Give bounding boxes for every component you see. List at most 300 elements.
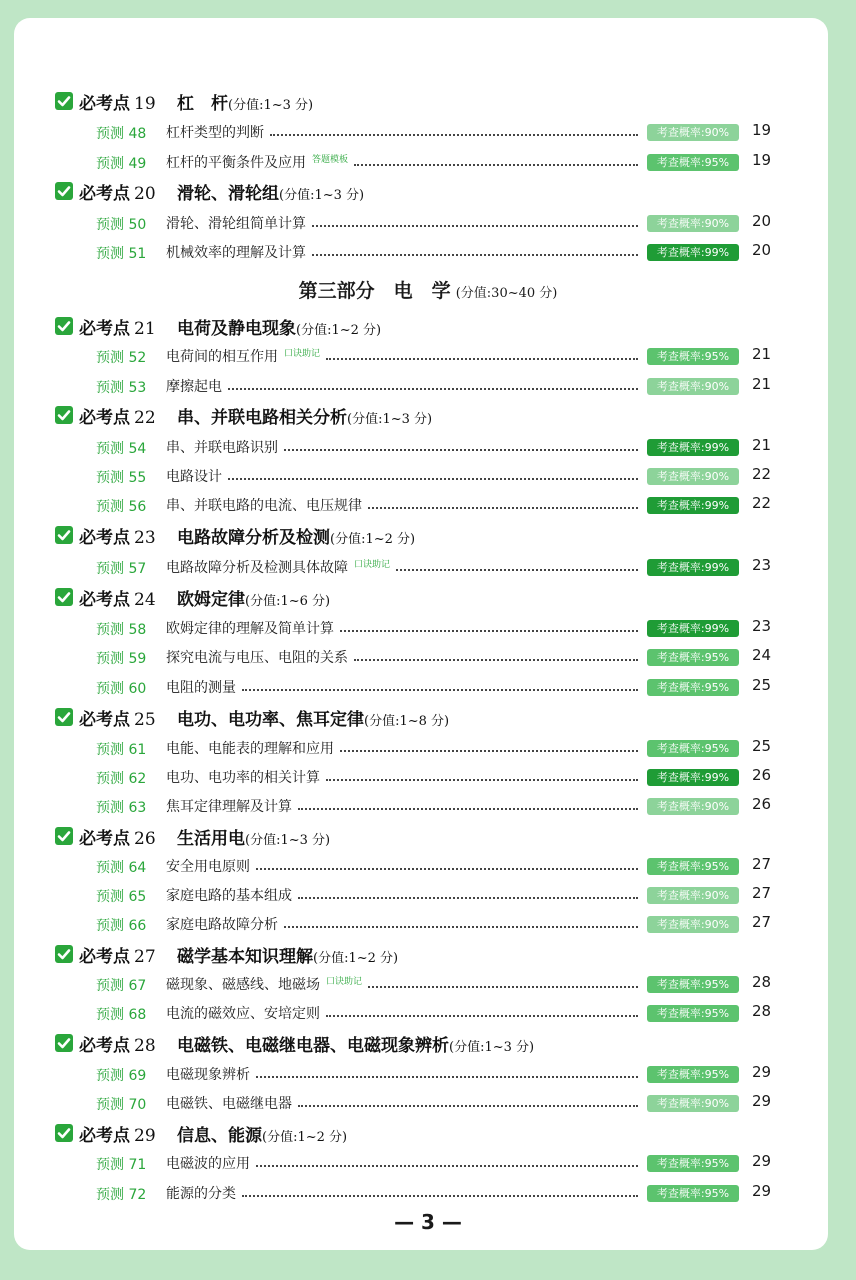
checkbox-icon <box>55 1034 73 1052</box>
key-point-row <box>0 582 856 612</box>
leader-dots <box>312 225 638 227</box>
key-point-score: (分值:1~3 分) <box>347 412 433 427</box>
prediction-title <box>166 466 222 486</box>
leader-dots <box>256 868 638 870</box>
probability-badge <box>647 798 739 815</box>
prediction-tag: 口诀助记 <box>284 349 321 359</box>
prediction-title-text: 欧姆定律的理解及简单计算 <box>166 621 334 637</box>
page-ref: 19 <box>752 151 772 169</box>
prediction-row[interactable] <box>0 147 856 177</box>
probability-badge <box>647 679 739 696</box>
prediction-title-text: 电能、电能表的理解和应用 <box>166 741 334 757</box>
prediction-row[interactable] <box>0 432 856 462</box>
prediction-label: 预测 60 <box>96 681 147 697</box>
leader-dots <box>368 986 638 988</box>
key-point-title-text: 滑轮、滑轮组 <box>177 184 279 204</box>
prediction-title <box>166 213 306 233</box>
probability-label: 考查概率: <box>656 470 705 483</box>
key-point-score: (分值:1~2 分) <box>296 323 382 338</box>
probability-label: 考查概率: <box>656 800 705 813</box>
probability-badge <box>647 1066 739 1083</box>
page-ref: 22 <box>752 465 772 483</box>
probability-label: 考查概率: <box>656 441 705 454</box>
probability-label: 考查概率: <box>656 742 705 755</box>
key-point-number: 24 <box>134 590 156 610</box>
key-point-label <box>79 942 156 967</box>
prediction-title <box>166 1093 292 1113</box>
checkbox-icon <box>55 526 73 544</box>
key-point-row <box>0 400 856 430</box>
leader-dots <box>256 1165 638 1167</box>
probability-label: 考查概率: <box>656 126 705 139</box>
prediction-title-text: 电功、电功率的相关计算 <box>166 770 320 786</box>
key-point-title <box>177 179 364 204</box>
key-point-title <box>177 585 330 610</box>
key-point-label <box>79 1031 156 1056</box>
probability-badge <box>647 348 739 365</box>
key-point-title-text: 串、并联电路相关分析 <box>177 408 347 428</box>
leader-dots <box>340 750 638 752</box>
part-score: (分值:30~40 分) <box>455 286 558 301</box>
probability-value: 99% <box>704 441 730 454</box>
prediction-row[interactable] <box>0 672 856 702</box>
probability-label: 考查概率: <box>656 889 705 902</box>
key-point-title-text: 杠 杆 <box>177 94 228 114</box>
prediction-tag: 答题模板 <box>312 155 349 165</box>
prediction-label: 预测 69 <box>96 1068 147 1084</box>
probability-label: 考查概率: <box>656 1007 705 1020</box>
prediction-title <box>166 346 320 366</box>
key-point-title <box>177 942 398 967</box>
leader-dots <box>326 1015 638 1017</box>
prediction-row[interactable] <box>0 552 856 582</box>
key-point-label <box>79 705 156 730</box>
probability-label: 考查概率: <box>656 681 705 694</box>
prediction-row[interactable] <box>0 1088 856 1118</box>
key-point-score: (分值:1~3 分) <box>245 833 331 848</box>
checkbox-icon <box>55 945 73 963</box>
key-point-row <box>0 1028 856 1058</box>
key-point-title <box>177 403 432 428</box>
prediction-row[interactable] <box>0 1148 856 1178</box>
prediction-title <box>166 1003 320 1023</box>
key-point-label-text: 必考点 <box>79 829 130 849</box>
prediction-label: 预测 63 <box>96 800 147 816</box>
probability-badge <box>647 649 739 666</box>
prediction-title-text: 机械效率的理解及计算 <box>166 245 306 261</box>
key-point-score: (分值:1~3 分) <box>449 1040 535 1055</box>
leader-dots <box>298 808 638 810</box>
prediction-title-text: 电流的磁效应、安培定则 <box>166 1006 320 1022</box>
prediction-tag: 口诀助记 <box>354 560 391 570</box>
probability-label: 考查概率: <box>656 561 705 574</box>
page-ref: 23 <box>752 556 772 574</box>
prediction-label: 预测 49 <box>96 156 147 172</box>
leader-dots <box>340 630 638 632</box>
probability-value: 95% <box>704 1007 730 1020</box>
prediction-title-text: 探究电流与电压、电阻的关系 <box>166 650 348 666</box>
prediction-row[interactable] <box>0 208 856 238</box>
page-ref: 25 <box>752 676 772 694</box>
probability-badge <box>647 468 739 485</box>
probability-badge <box>647 559 739 576</box>
leader-dots <box>326 358 638 360</box>
key-point-title-text: 电功、电功率、焦耳定律 <box>177 710 364 730</box>
probability-badge <box>647 439 739 456</box>
prediction-row[interactable] <box>0 461 856 491</box>
page-ref: 20 <box>752 241 772 259</box>
probability-label: 考查概率: <box>656 771 705 784</box>
prediction-row[interactable] <box>0 371 856 401</box>
leader-dots <box>228 478 638 480</box>
key-point-label <box>79 89 156 114</box>
prediction-row[interactable] <box>0 490 856 520</box>
prediction-row[interactable] <box>0 998 856 1028</box>
key-point-title-text: 电磁铁、电磁继电器、电磁现象辨析 <box>177 1036 449 1056</box>
prediction-title <box>166 122 264 142</box>
key-point-label <box>79 585 156 610</box>
checkbox-icon <box>55 827 73 845</box>
probability-badge <box>647 740 739 757</box>
probability-badge <box>647 976 739 993</box>
prediction-label: 预测 61 <box>96 742 147 758</box>
prediction-label: 预测 54 <box>96 441 147 457</box>
key-point-label-text: 必考点 <box>79 947 130 967</box>
prediction-label: 预测 51 <box>96 246 147 262</box>
checkbox-icon <box>55 708 73 726</box>
prediction-title-text: 磁现象、磁感线、地磁场 <box>166 977 320 993</box>
page-ref: 20 <box>752 212 772 230</box>
key-point-number: 25 <box>134 710 156 730</box>
key-point-label <box>79 1121 156 1146</box>
part-heading <box>0 276 856 306</box>
probability-value: 95% <box>704 681 730 694</box>
probability-label: 考查概率: <box>656 156 705 169</box>
page-ref: 27 <box>752 913 772 931</box>
probability-badge <box>647 497 739 514</box>
checkbox-icon <box>55 182 73 200</box>
prediction-row[interactable] <box>0 733 856 763</box>
prediction-title-text: 家庭电路故障分析 <box>166 917 278 933</box>
prediction-title <box>166 647 348 667</box>
prediction-title <box>166 242 306 262</box>
prediction-label: 预测 52 <box>96 350 147 366</box>
key-point-title <box>177 1121 347 1146</box>
key-point-title <box>177 1031 534 1056</box>
key-point-title-text: 磁学基本知识理解 <box>177 947 313 967</box>
checkbox-icon <box>55 317 73 335</box>
probability-value: 95% <box>704 156 730 169</box>
probability-badge <box>647 124 739 141</box>
prediction-title <box>166 495 362 515</box>
page-number: — 3 — <box>394 1210 462 1234</box>
key-point-score: (分值:1~2 分) <box>313 951 399 966</box>
probability-value: 90% <box>704 470 730 483</box>
checkbox-icon <box>55 1124 73 1142</box>
checkbox-icon <box>55 588 73 606</box>
key-point-title <box>177 705 449 730</box>
key-point-row <box>0 821 856 851</box>
key-point-number: 22 <box>134 408 156 428</box>
prediction-row[interactable] <box>0 909 856 939</box>
probability-label: 考查概率: <box>656 380 705 393</box>
probability-badge <box>647 1005 739 1022</box>
probability-value: 90% <box>704 380 730 393</box>
page-ref: 27 <box>752 855 772 873</box>
key-point-row <box>0 702 856 732</box>
probability-value: 99% <box>704 622 730 635</box>
prediction-title <box>166 376 222 396</box>
prediction-title-text: 电路设计 <box>166 469 222 485</box>
probability-value: 95% <box>704 350 730 363</box>
prediction-title-text: 杠杆类型的判断 <box>166 125 264 141</box>
key-point-score: (分值:1~6 分) <box>245 594 331 609</box>
key-point-label <box>79 179 156 204</box>
probability-value: 95% <box>704 742 730 755</box>
prediction-title <box>166 885 292 905</box>
leader-dots <box>354 164 638 166</box>
probability-label: 考查概率: <box>656 1187 705 1200</box>
prediction-title-text: 串、并联电路的电流、电压规律 <box>166 498 362 514</box>
key-point-title-text: 电荷及静电现象 <box>177 319 296 339</box>
probability-label: 考查概率: <box>656 651 705 664</box>
prediction-title <box>166 738 334 758</box>
prediction-label: 预测 55 <box>96 470 147 486</box>
prediction-label: 预测 62 <box>96 771 147 787</box>
leader-dots <box>368 507 638 509</box>
prediction-label: 预测 57 <box>96 561 147 577</box>
leader-dots <box>396 569 638 571</box>
prediction-title-text: 电荷间的相互作用 <box>166 349 278 365</box>
key-point-row <box>0 1118 856 1148</box>
probability-badge <box>647 215 739 232</box>
key-point-label-text: 必考点 <box>79 94 130 114</box>
leader-dots <box>298 1105 638 1107</box>
prediction-title <box>166 677 236 697</box>
probability-label: 考查概率: <box>656 350 705 363</box>
leader-dots <box>270 134 638 136</box>
page-ref: 28 <box>752 973 772 991</box>
probability-badge <box>647 1095 739 1112</box>
prediction-label: 预测 48 <box>96 126 147 142</box>
page-ref: 26 <box>752 795 772 813</box>
key-point-number: 20 <box>134 184 156 204</box>
prediction-title-text: 电磁铁、电磁继电器 <box>166 1096 292 1112</box>
key-point-number: 27 <box>134 947 156 967</box>
key-point-number: 19 <box>134 94 156 114</box>
probability-label: 考查概率: <box>656 1157 705 1170</box>
probability-value: 99% <box>704 246 730 259</box>
page-ref: 21 <box>752 345 772 363</box>
key-point-score: (分值:1~3 分) <box>228 98 314 113</box>
key-point-label-text: 必考点 <box>79 1036 130 1056</box>
leader-dots <box>326 779 638 781</box>
leader-dots <box>284 449 638 451</box>
key-point-number: 23 <box>134 528 156 548</box>
prediction-label: 预测 72 <box>96 1187 147 1203</box>
prediction-row[interactable] <box>0 117 856 147</box>
prediction-title-text: 安全用电原则 <box>166 859 250 875</box>
key-point-title <box>177 824 330 849</box>
leader-dots <box>312 254 638 256</box>
key-point-label-text: 必考点 <box>79 528 130 548</box>
prediction-label: 预测 59 <box>96 651 147 667</box>
page-ref: 26 <box>752 766 772 784</box>
prediction-title <box>166 557 390 577</box>
page-ref: 21 <box>752 375 772 393</box>
key-point-label-text: 必考点 <box>79 590 130 610</box>
prediction-row[interactable] <box>0 880 856 910</box>
prediction-title <box>166 1064 250 1084</box>
prediction-title <box>166 1183 236 1203</box>
prediction-label: 预测 70 <box>96 1097 147 1113</box>
prediction-label: 预测 64 <box>96 860 147 876</box>
key-point-score: (分值:1~3 分) <box>279 188 365 203</box>
key-point-label-text: 必考点 <box>79 319 130 339</box>
key-point-label-text: 必考点 <box>79 184 130 204</box>
part-title: 第三部分 电 学 <box>298 280 451 302</box>
page-ref: 29 <box>752 1152 772 1170</box>
probability-badge <box>647 244 739 261</box>
prediction-label: 预测 66 <box>96 918 147 934</box>
prediction-row[interactable] <box>0 969 856 999</box>
probability-value: 95% <box>704 1157 730 1170</box>
key-point-row <box>0 176 856 206</box>
checkbox-icon <box>55 406 73 424</box>
leader-dots <box>242 1195 638 1197</box>
prediction-row[interactable] <box>0 237 856 267</box>
page-ref: 28 <box>752 1002 772 1020</box>
key-point-label <box>79 314 156 339</box>
key-point-row <box>0 520 856 550</box>
prediction-title <box>166 914 278 934</box>
prediction-row[interactable] <box>0 791 856 821</box>
prediction-title-text: 能源的分类 <box>166 1186 236 1202</box>
probability-value: 95% <box>704 978 730 991</box>
probability-value: 95% <box>704 1068 730 1081</box>
probability-badge <box>647 1185 739 1202</box>
page-ref: 23 <box>752 617 772 635</box>
prediction-label: 预测 56 <box>96 499 147 515</box>
prediction-row[interactable] <box>0 642 856 672</box>
prediction-title-text: 电路故障分析及检测具体故障 <box>166 560 348 576</box>
probability-value: 95% <box>704 651 730 664</box>
key-point-label-text: 必考点 <box>79 710 130 730</box>
leader-dots <box>284 926 638 928</box>
key-point-title-text: 信息、能源 <box>177 1126 262 1146</box>
page-ref: 27 <box>752 884 772 902</box>
probability-badge <box>647 887 739 904</box>
probability-value: 95% <box>704 1187 730 1200</box>
prediction-title <box>166 152 348 172</box>
prediction-title <box>166 1153 250 1173</box>
leader-dots <box>298 897 638 899</box>
probability-value: 90% <box>704 126 730 139</box>
page-ref: 29 <box>752 1063 772 1081</box>
key-point-title <box>177 314 381 339</box>
key-point-title-text: 生活用电 <box>177 829 245 849</box>
probability-label: 考查概率: <box>656 918 705 931</box>
probability-label: 考查概率: <box>656 217 705 230</box>
page-ref: 22 <box>752 494 772 512</box>
prediction-title <box>166 856 250 876</box>
probability-value: 99% <box>704 499 730 512</box>
key-point-title-text: 电路故障分析及检测 <box>177 528 330 548</box>
prediction-row[interactable] <box>0 1059 856 1089</box>
key-point-score: (分值:1~8 分) <box>364 714 450 729</box>
prediction-title-text: 滑轮、滑轮组简单计算 <box>166 216 306 232</box>
key-point-row <box>0 86 856 116</box>
prediction-title-text: 电磁现象辨析 <box>166 1067 250 1083</box>
probability-value: 90% <box>704 1097 730 1110</box>
key-point-title-text: 欧姆定律 <box>177 590 245 610</box>
leader-dots <box>228 388 638 390</box>
probability-value: 90% <box>704 889 730 902</box>
leader-dots <box>242 689 638 691</box>
probability-badge <box>647 858 739 875</box>
probability-label: 考查概率: <box>656 246 705 259</box>
page-number-value: 3 <box>421 1210 435 1234</box>
prediction-label: 预测 67 <box>96 978 147 994</box>
page-ref: 29 <box>752 1092 772 1110</box>
prediction-title <box>166 796 292 816</box>
page-ref: 25 <box>752 737 772 755</box>
prediction-title <box>166 618 334 638</box>
page-ref: 29 <box>752 1182 772 1200</box>
key-point-label <box>79 523 156 548</box>
prediction-title-text: 焦耳定律理解及计算 <box>166 799 292 815</box>
key-point-row <box>0 939 856 969</box>
key-point-label <box>79 403 156 428</box>
key-point-score: (分值:1~2 分) <box>262 1130 348 1145</box>
probability-value: 95% <box>704 860 730 873</box>
probability-badge <box>647 378 739 395</box>
prediction-title-text: 摩擦起电 <box>166 379 222 395</box>
prediction-row[interactable] <box>0 613 856 643</box>
probability-label: 考查概率: <box>656 860 705 873</box>
key-point-label-text: 必考点 <box>79 408 130 428</box>
prediction-row[interactable] <box>0 341 856 371</box>
probability-label: 考查概率: <box>656 1097 705 1110</box>
key-point-score: (分值:1~2 分) <box>330 532 416 547</box>
prediction-row[interactable] <box>0 762 856 792</box>
leader-dots <box>354 659 638 661</box>
probability-label: 考查概率: <box>656 1068 705 1081</box>
page-ref: 19 <box>752 121 772 139</box>
prediction-title-text: 家庭电路的基本组成 <box>166 888 292 904</box>
prediction-title-text: 电磁波的应用 <box>166 1156 250 1172</box>
prediction-row[interactable] <box>0 851 856 881</box>
key-point-row <box>0 311 856 341</box>
checkbox-icon <box>55 92 73 110</box>
prediction-title-text: 杠杆的平衡条件及应用 <box>166 155 306 171</box>
page-ref: 21 <box>752 436 772 454</box>
key-point-label <box>79 824 156 849</box>
probability-label: 考查概率: <box>656 499 705 512</box>
key-point-label-text: 必考点 <box>79 1126 130 1146</box>
prediction-label: 预测 50 <box>96 217 147 233</box>
prediction-title <box>166 437 278 457</box>
prediction-title-text: 电阻的测量 <box>166 680 236 696</box>
key-point-number: 21 <box>134 319 156 339</box>
prediction-label: 预测 65 <box>96 889 147 905</box>
probability-value: 99% <box>704 561 730 574</box>
probability-badge <box>647 769 739 786</box>
probability-label: 考查概率: <box>656 622 705 635</box>
key-point-number: 29 <box>134 1126 156 1146</box>
probability-badge <box>647 154 739 171</box>
prediction-row[interactable] <box>0 1178 856 1208</box>
